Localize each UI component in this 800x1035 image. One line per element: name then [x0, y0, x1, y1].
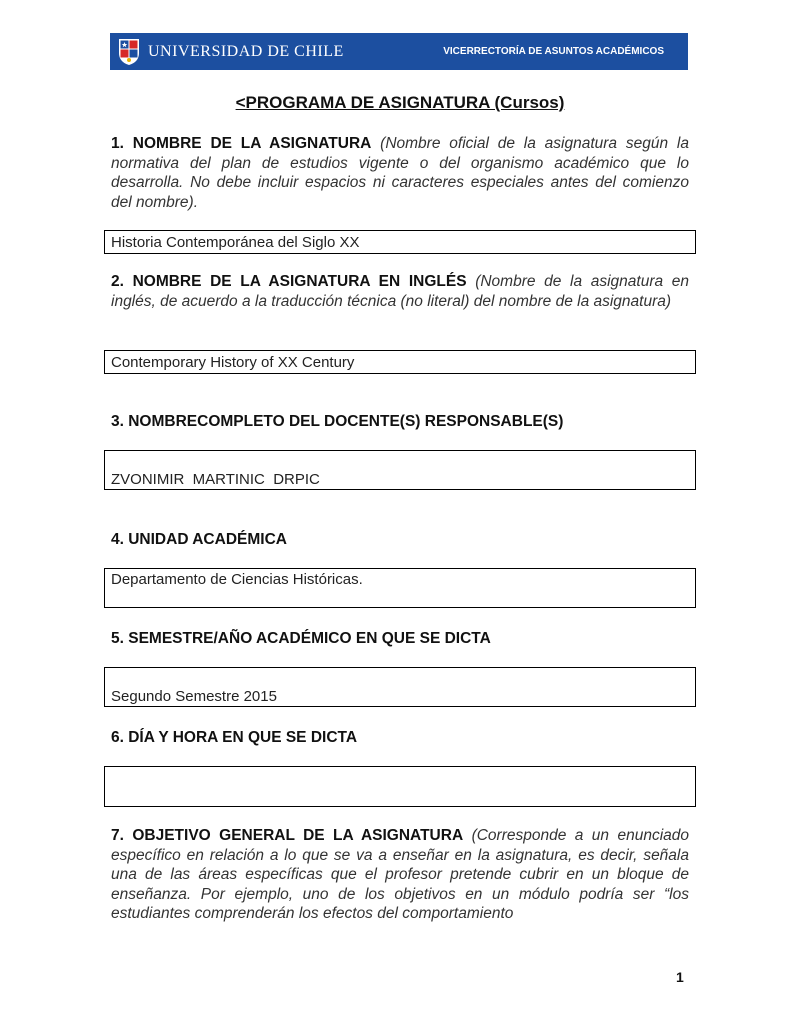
page-number: 1	[676, 969, 684, 985]
section-description: (Nombre oficial de la asignatura según la normativa del plan de estudios vigente o del organismo académico que lo desarrolla. No debe incluir espacios ni caracteres especiales antes del comienzo del nombre).	[111, 135, 689, 211]
field-value: Segundo Semestre 2015	[111, 688, 277, 705]
section-heading: 4. UNIDAD ACADÉMICA	[111, 531, 287, 548]
semester-field	[104, 667, 696, 707]
university-shield-icon	[118, 38, 140, 66]
section-1-text	[111, 134, 689, 212]
field-value: Contemporary History of XX Century	[111, 353, 355, 371]
section-description: (Corresponde a un enunciado específico en relación a lo que se va a enseñar en la asignatura, es decir, señala una de las áreas específicas que el profesor pretende cubrir en un bloque de enseñanza. Por ejemplo, uno de los objetivos en un módulo podría ser “los estudiantes comprenderán los efectos del comportamiento	[111, 827, 689, 922]
academic-unit-field	[104, 568, 696, 608]
english-name-field	[104, 350, 696, 374]
section-description: (Nombre de la asignatura en inglés, de acuerdo a la traducción técnica (no literal) del nombre de la asignatura)	[111, 273, 689, 310]
university-name: UNIVERSIDAD DE CHILE	[148, 42, 344, 60]
university-logo	[118, 38, 344, 66]
field-value: ZVONIMIR MARTINIC DRPIC	[111, 471, 320, 488]
office-name: VICERRECTORÍA DE ASUNTOS ACADÉMICOS	[443, 46, 664, 57]
section-heading: 7. OBJETIVO GENERAL DE LA ASIGNATURA	[111, 827, 464, 844]
field-value: Historia Contemporánea del Siglo XX	[111, 233, 360, 251]
section-2-text	[111, 272, 689, 311]
course-name-field	[104, 230, 696, 254]
section-heading: 1. NOMBRE DE LA ASIGNATURA	[111, 135, 372, 152]
section-heading: 5. SEMESTRE/AÑO ACADÉMICO EN QUE SE DICTA	[111, 630, 491, 647]
document-title: <PROGRAMA DE ASIGNATURA (Cursos)	[235, 93, 565, 112]
header-banner	[110, 33, 688, 70]
teacher-name-field	[104, 450, 696, 490]
section-7-text	[111, 826, 689, 924]
section-heading: 3. NOMBRECOMPLETO DEL DOCENTE(S) RESPONSABLE(S)	[111, 413, 564, 430]
field-value: Departamento de Ciencias Históricas.	[111, 571, 363, 588]
section-heading: 6. DÍA Y HORA EN QUE SE DICTA	[111, 729, 358, 746]
schedule-field	[104, 766, 696, 807]
section-heading: 2. NOMBRE DE LA ASIGNATURA EN INGLÉS	[111, 273, 467, 290]
